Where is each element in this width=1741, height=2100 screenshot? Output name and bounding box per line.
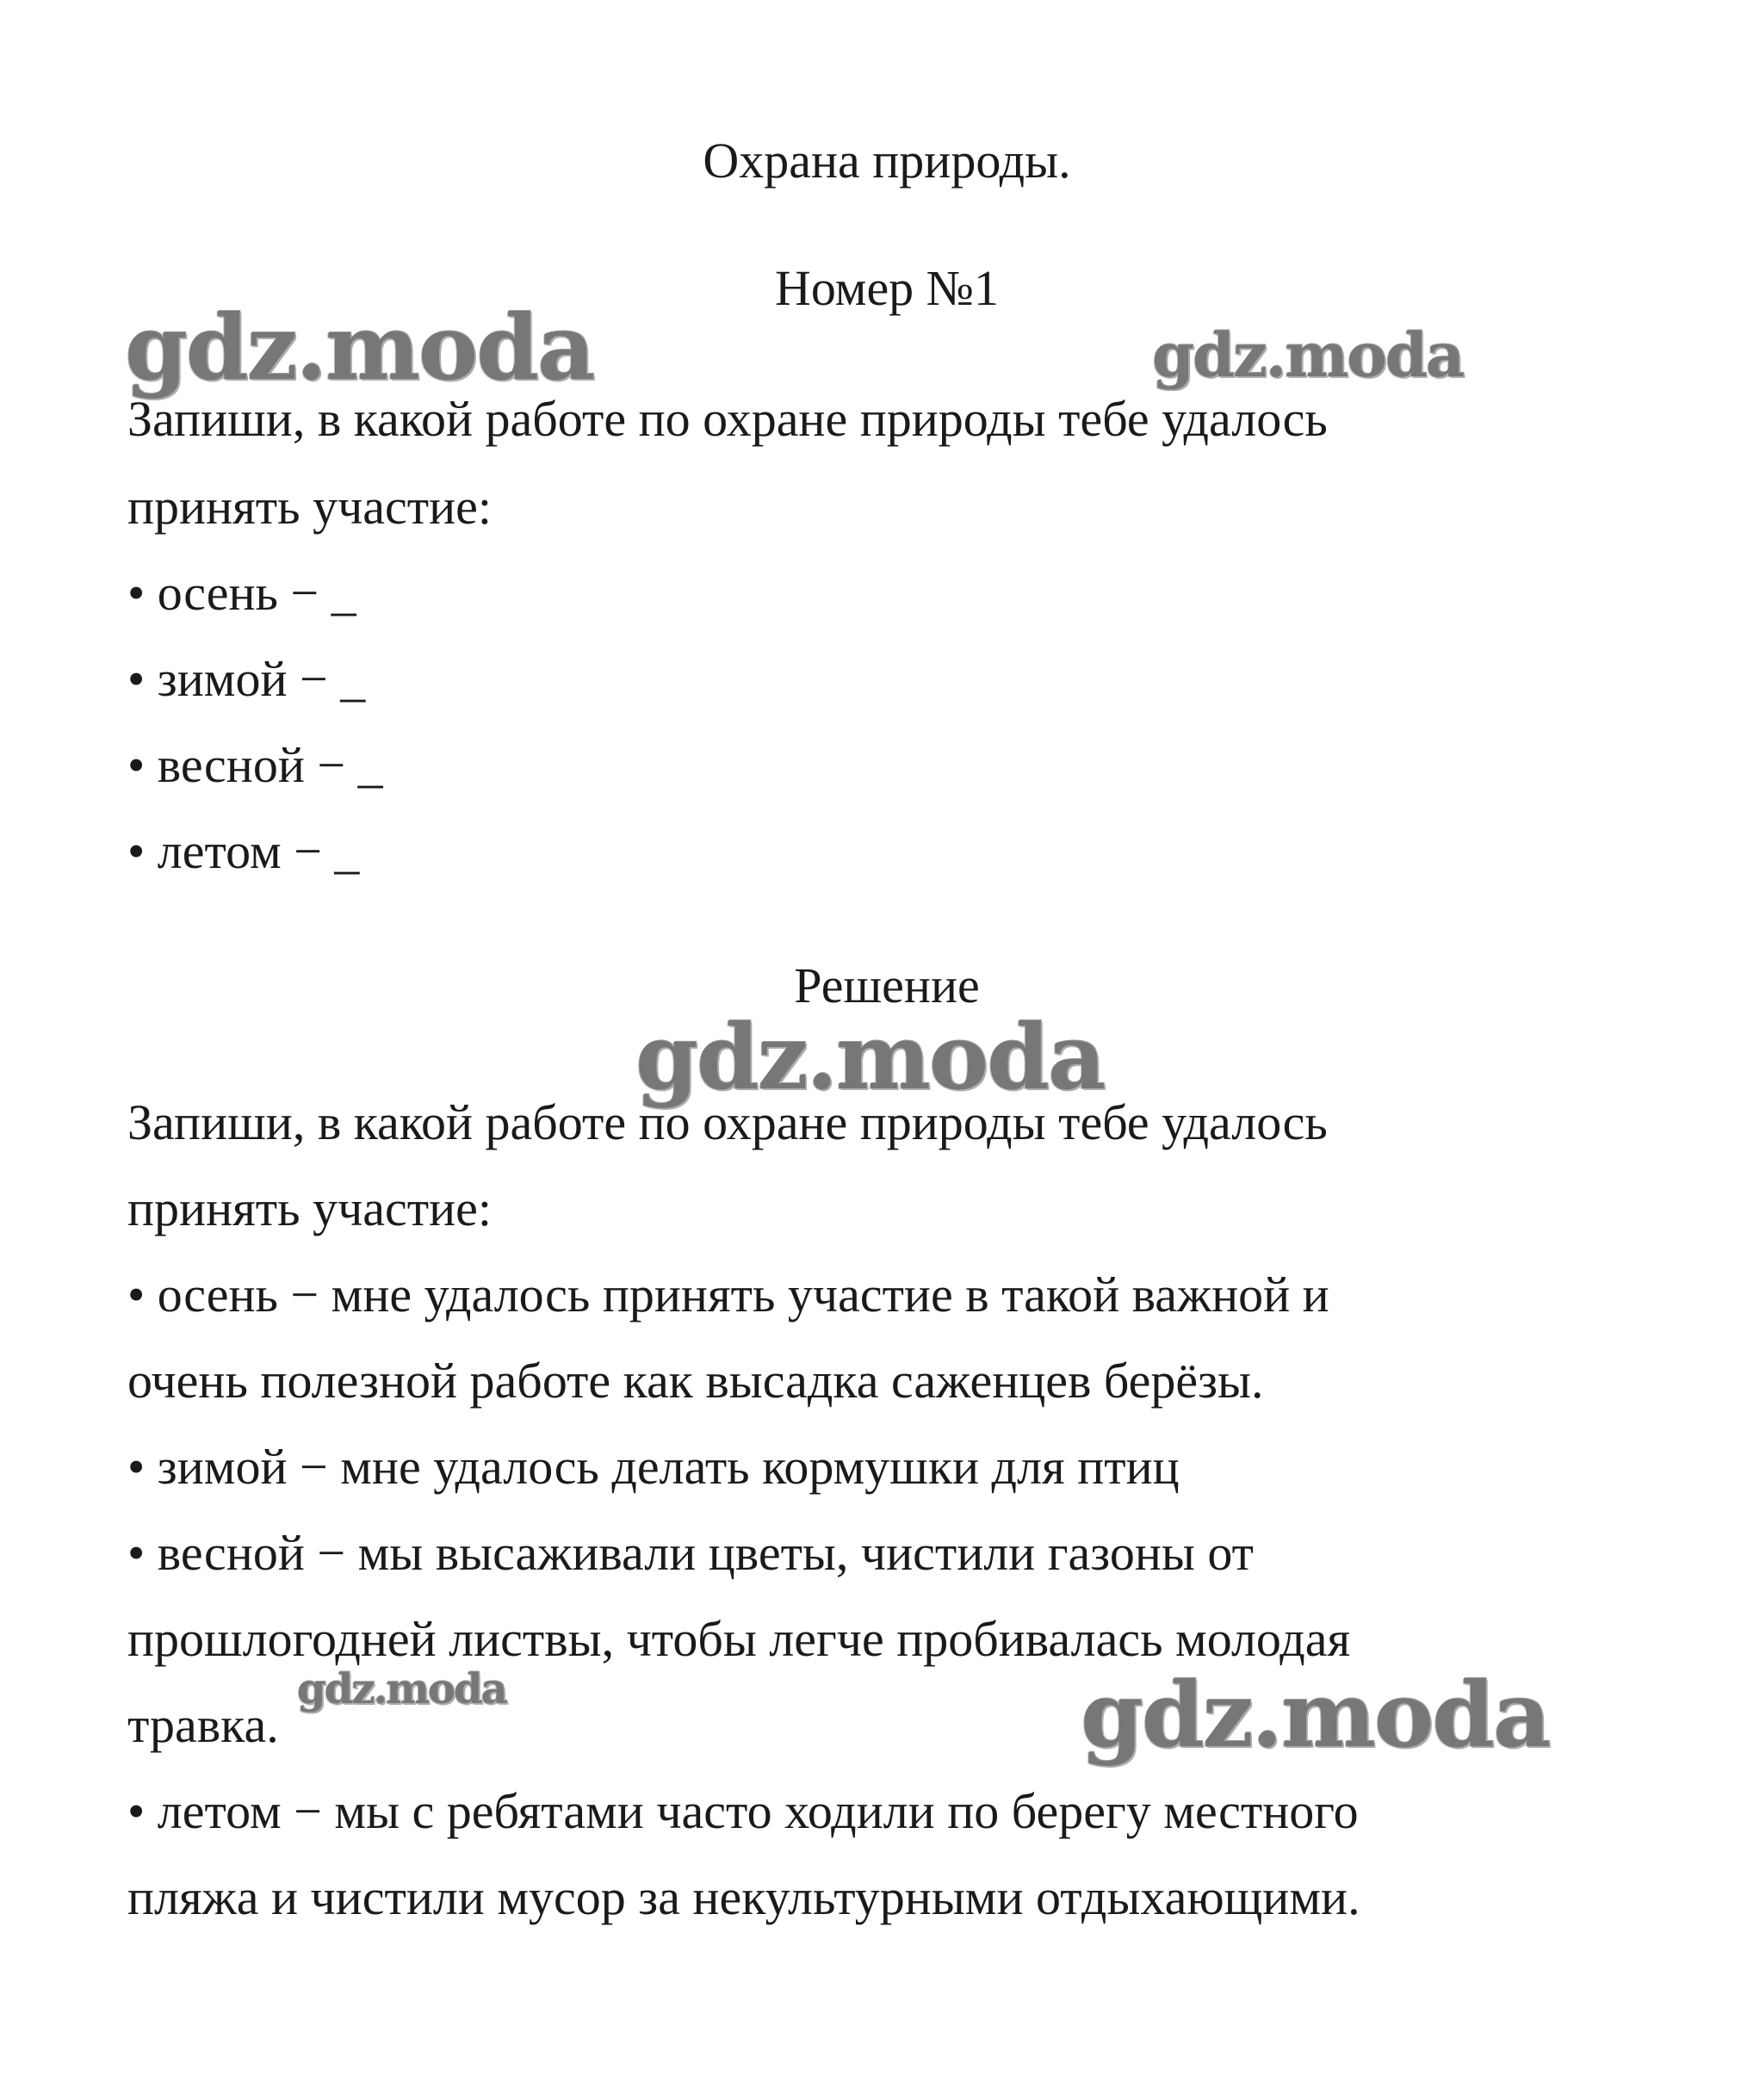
task-item-autumn: • осень − _	[127, 565, 356, 621]
solution-line: • осень − мне удалось принять участие в такой важной и	[127, 1267, 1329, 1323]
task-prompt-line-1: Запиши, в какой работе по охране природы тебе удалось	[127, 391, 1328, 447]
task-item-spring: • весной − _	[127, 737, 383, 793]
solution-line: пляжа и чистили мусор за некультурными отдыхающими.	[127, 1869, 1360, 1925]
solution-line: травка.	[127, 1697, 279, 1753]
solution-heading: Решение	[794, 957, 980, 1013]
watermark: gdz.moda	[1081, 1662, 1550, 1768]
solution-prompt-line-2: принять участие:	[127, 1180, 492, 1236]
watermark: gdz.moda	[297, 1665, 506, 1713]
task-number: Номер №1	[774, 260, 1000, 316]
task-item-summer: • летом − _	[127, 823, 360, 879]
page-title: Охрана природы.	[703, 133, 1071, 189]
watermark: gdz.moda	[125, 294, 594, 400]
solution-line: очень полезной работе как высадка саженцев берёзы.	[127, 1353, 1264, 1409]
solution-line: • весной − мы высаживали цветы, чистили газоны от	[127, 1525, 1254, 1581]
watermark: gdz.moda	[1152, 319, 1464, 391]
solution-line: • летом − мы с ребятами часто ходили по берегу местного	[127, 1783, 1359, 1839]
watermark: gdz.moda	[635, 1004, 1105, 1110]
solution-prompt-line-1: Запиши, в какой работе по охране природы тебе удалось	[127, 1094, 1328, 1150]
task-item-winter: • зимой − _	[127, 651, 366, 707]
solution-line: • зимой − мне удалось делать кормушки для птиц	[127, 1439, 1180, 1495]
task-prompt-line-2: принять участие:	[127, 479, 492, 535]
solution-line: прошлогодней листвы, чтобы легче пробивалась молодая	[127, 1611, 1351, 1667]
